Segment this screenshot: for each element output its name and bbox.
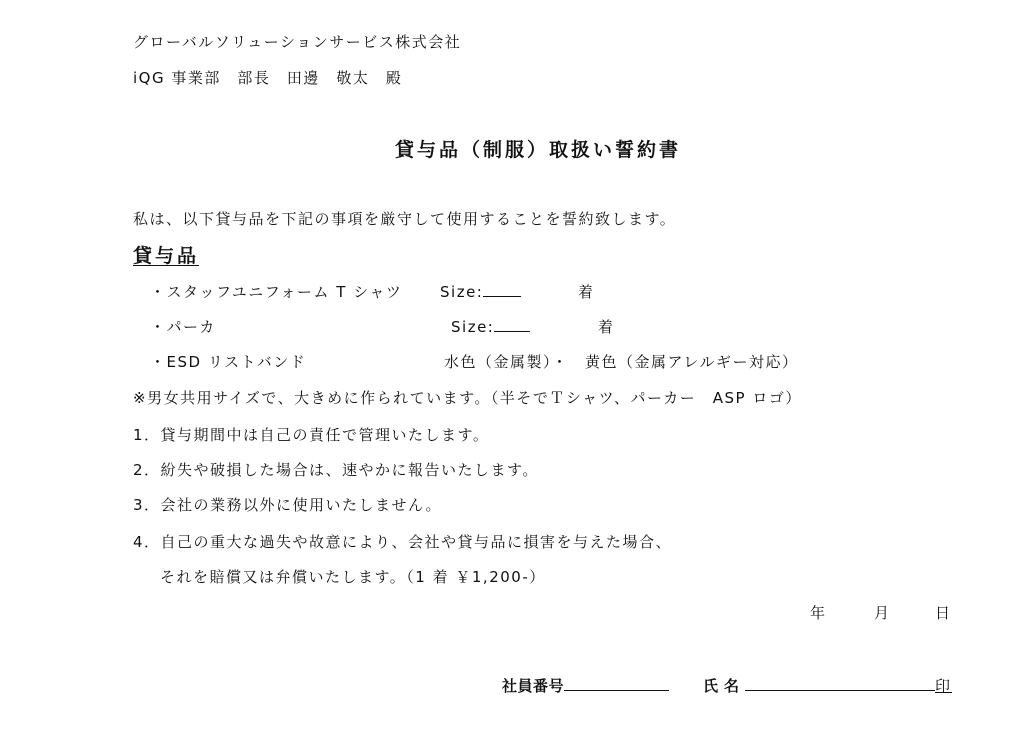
items-heading: 貸与品	[133, 245, 200, 267]
item-tshirt-unit: 着	[578, 283, 595, 301]
item-parka-size-label: Size:	[451, 318, 495, 336]
item-tshirt-size-blank[interactable]	[483, 282, 521, 297]
recipient-company: グローバルソリューションサービス株式会社	[133, 33, 462, 51]
employee-number-blank[interactable]	[564, 676, 669, 691]
item-wristband-name: ・ESD リストバンド	[150, 353, 307, 371]
recipient-department: iQG 事業部 部長 田邊 敬太 殿	[133, 69, 403, 87]
date-month-label: 月	[874, 604, 891, 622]
clause-4-continuation: それを賠償又は弁償いたします。（1 着 ￥1,200-）	[160, 568, 546, 586]
document-title: 貸与品（制服）取扱い誓約書	[395, 139, 682, 161]
employee-number-field	[502, 676, 669, 696]
item-tshirt-size-label: Size:	[440, 283, 484, 301]
date-year-label: 年	[810, 604, 827, 622]
item-tshirt-name: ・スタッフユニフォーム T シャツ	[150, 283, 403, 301]
employee-number-label: 社員番号	[502, 677, 565, 695]
name-label: 氏名	[703, 677, 746, 695]
date-day-label: 日	[935, 604, 952, 622]
clause-4: 4．自己の重大な過失や故意により、会社や貸与品に損害を与えた場合、	[133, 533, 673, 551]
item-parka-size-blank[interactable]	[494, 317, 530, 332]
intro-text: 私は、以下貸与品を下記の事項を厳守して使用することを誓約致します。	[133, 210, 677, 228]
size-note: ※男女共用サイズで、大きめに作られています。（半そでＴシャツ、パーカー ASP ロゴ）	[133, 389, 802, 407]
clause-1: 1．貸与期間中は自己の責任で管理いたします。	[133, 426, 490, 444]
clause-2: 2．紛失や破損した場合は、速やかに報告いたします。	[133, 461, 539, 479]
item-parka-name: ・パーカ	[150, 318, 216, 336]
name-field	[703, 676, 935, 696]
item-tshirt-size	[440, 282, 521, 302]
seal-label: 印	[935, 677, 952, 695]
name-blank[interactable]	[745, 676, 935, 691]
item-wristband-detail: 水色（金属製）・ 黄色（金属アレルギー対応）	[444, 353, 799, 371]
clause-3: 3．会社の業務以外に使用いたしません。	[133, 496, 442, 514]
item-parka-size	[451, 317, 530, 337]
item-parka-unit: 着	[598, 318, 615, 336]
